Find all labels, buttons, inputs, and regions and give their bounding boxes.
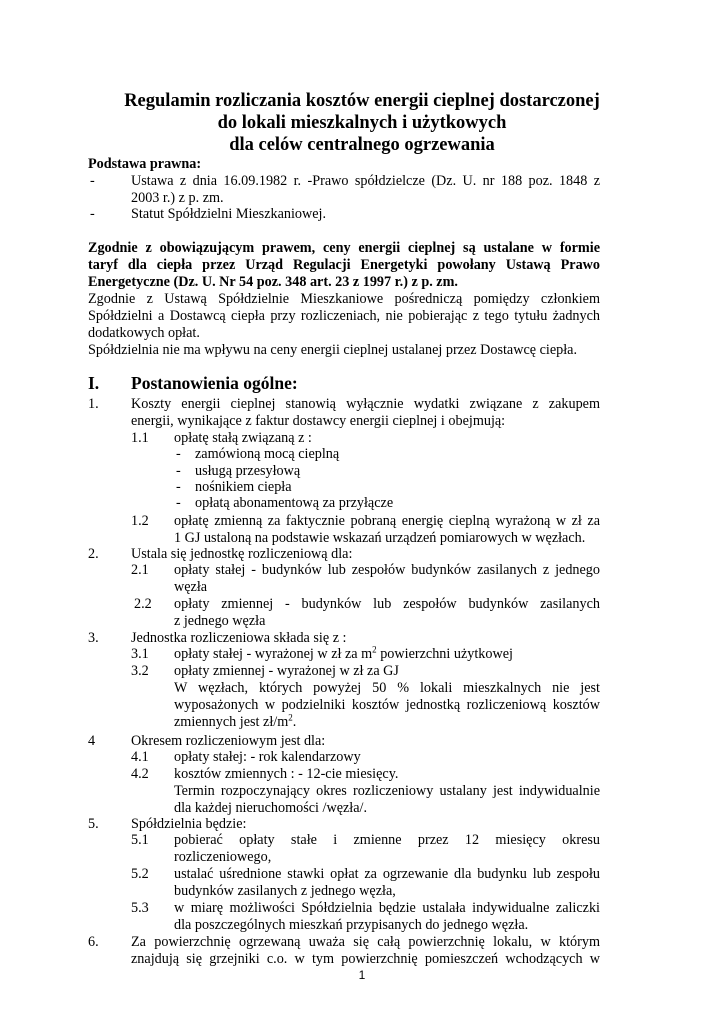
point-4-1-text: opłaty stałej: - rok kalendarzowy (174, 749, 361, 765)
point-5-2-line-2: budynków zasilanych z jednego węzła, (174, 883, 396, 899)
point-4-1-number: 4.1 (131, 749, 149, 765)
point-2-1-number: 2.1 (131, 562, 149, 578)
cost-item-2: usługą przesyłową (195, 463, 301, 479)
legal-basis-bullet-1: - (90, 173, 95, 189)
point-2-2-number: 2.2 (134, 596, 152, 612)
point-3-2-text: opłaty zmiennej - wyrażonej w zł za GJ (174, 663, 399, 679)
point-4-2-note-line-1: Termin rozpoczynający okres rozliczeniowy ustalany jest indywidualnie (174, 783, 600, 799)
point-2-2-line-1: opłaty zmiennej - budynków lub zespołów budynków zasilanych (174, 596, 600, 612)
dash-1: - (176, 446, 181, 462)
point-4-number: 4 (88, 733, 96, 749)
cost-item-3: nośnikiem ciepła (195, 479, 292, 495)
point-5-3-line-1: w miarę możliwości Spółdzielnia będzie ustalała indywidualne zaliczki (174, 900, 600, 916)
intro-bold-line-3: Energetyczne (Dz. U. Nr 54 poz. 348 art. 23 z 1997 r.) z p. zm. (88, 274, 458, 290)
point-6-number: 6. (88, 934, 99, 950)
intro-bold-line-1: Zgodnie z obowiązującym prawem, ceny energii cieplnej są ustalane w formie (88, 240, 600, 256)
point-2-1-line-2: węzła (174, 579, 208, 595)
legal-basis-heading: Podstawa prawna: (88, 156, 202, 172)
point-5-1-line-2: rozliczeniowego, (174, 849, 272, 865)
point-2-2-line-2: z jednego węzła (174, 613, 266, 629)
point-3-2-note-line-2: wyposażonych w podzielniki kosztów jednostką rozliczeniową kosztów (174, 697, 600, 713)
point-4-2-note-line-2: dla każdej nieruchomości /węzła/. (174, 800, 368, 816)
point-5-3-number: 5.3 (131, 900, 149, 916)
point-4-2-number: 4.2 (131, 766, 149, 782)
legal-basis-bullet-2: - (90, 206, 95, 222)
point-2-number: 2. (88, 546, 99, 562)
point-2-1-line-1: opłaty stałej - budynków lub zespołów budynków zasilanych z jednego (174, 562, 600, 578)
point-3-text: Jednostka rozliczeniowa składa się z : (131, 630, 347, 646)
point-1-2-line-1: opłatę zmienną za faktycznie pobraną energię cieplną wyrażoną w zł za (174, 513, 600, 529)
cost-item-1: zamówioną mocą cieplną (195, 446, 340, 462)
document-title-line-1: Regulamin rozliczania kosztów energii cieplnej dostarczonej (124, 91, 600, 111)
point-3-1-number: 3.1 (131, 646, 149, 662)
point-3-2-note-line-1: W węzłach, których powyżej 50 % lokali mieszkalnych nie jest (174, 680, 600, 696)
document-title-line-2: do lokali mieszkalnych i użytkowych (217, 113, 507, 133)
intro-bold-line-2: taryf dla ciepła przez Urząd Regulacji Energetyki powołany Ustawą Prawo (88, 257, 600, 273)
page-number: 1 (358, 968, 366, 982)
point-5-1-number: 5.1 (131, 832, 149, 848)
point-6-line-2: znajdują się grzejniki c.o. w tym powierzchnię pomieszczeń wchodzących w (131, 951, 600, 967)
point-1-line-1: Koszty energii cieplnej stanowią wyłącznie wydatki związane z zakupem (131, 396, 600, 412)
point-5-2-line-1: ustalać uśrednione stawki opłat za ogrzewanie dla budynku lub zespołu (174, 866, 600, 882)
dash-2: - (176, 463, 181, 479)
dash-4: - (176, 495, 181, 511)
point-1-2-number: 1.2 (131, 513, 149, 529)
point-2-text: Ustala się jednostkę rozliczeniową dla: (131, 546, 353, 562)
point-5-3-line-2: dla poszczególnych mieszkań przypisanych do jednego węzła. (174, 917, 529, 933)
point-5-2-number: 5.2 (131, 866, 149, 882)
point-4-text: Okresem rozliczeniowym jest dla: (131, 733, 326, 749)
point-5-1-line-1: pobierać opłaty stałe i zmienne przez 12 miesięcy okresu (174, 832, 600, 848)
legal-basis-item-1-line-1: Ustawa z dnia 16.09.1982 r. -Prawo spółdzielcze (Dz. U. nr 188 poz. 1848 z (131, 173, 600, 189)
section-1-heading: Postanowienia ogólne: (131, 373, 298, 393)
point-3-2-number: 3.2 (131, 663, 149, 679)
point-1-1-text: opłatę stałą związaną z : (174, 430, 312, 446)
point-3-number: 3. (88, 630, 99, 646)
section-1-number: I. (88, 373, 100, 393)
point-5-text: Spółdzielnia będzie: (131, 816, 247, 832)
point-6-line-1: Za powierzchnię ogrzewaną uważa się całą powierzchnię lokalu, w którym (131, 934, 600, 950)
point-3-1-text: opłaty stałej - wyrażonej w zł za $m^2$ powierzchni użytkowej (174, 644, 513, 662)
intro-para3: Spółdzielnia nie ma wpływu na ceny energii cieplnej ustalanej przez Dostawcę ciepła. (88, 342, 578, 358)
document-title-line-3: dla celów centralnego ogrzewania (229, 135, 495, 155)
intro-para2-line-1: Zgodnie z Ustawą Spółdzielnie Mieszkaniowe pośredniczą pomiędzy członkiem (88, 291, 600, 307)
point-5-number: 5. (88, 816, 99, 832)
point-1-2-line-2: 1 GJ ustaloną na podstawie wskazań urządzeń pomiarowych w węzłach. (174, 530, 586, 546)
point-1-line-2: energii, wynikające z faktur dostawcy energii cieplnej i obejmują: (131, 413, 506, 429)
point-1-1-number: 1.1 (131, 430, 149, 446)
point-4-2-text: kosztów zmiennych : - 12-cie miesięcy. (174, 766, 399, 782)
point-1-number: 1. (88, 396, 99, 412)
legal-basis-item-2: Statut Spółdzielni Mieszkaniowej. (131, 206, 327, 222)
intro-para2-line-2: Spółdzielni a Dostawcą ciepła przy rozliczeniach, nie pobierając z tego tytułu żadnych (88, 308, 600, 324)
intro-para2-line-3: dodatkowych opłat. (88, 325, 200, 341)
point-3-2-note-line-3: zmiennych jest $zł/m^2$. (174, 712, 297, 730)
cost-item-4: opłatą abonamentową za przyłącze (195, 495, 394, 511)
legal-basis-item-1-line-2: 2003 r.) z p. zm. (131, 190, 224, 206)
dash-3: - (176, 479, 181, 495)
